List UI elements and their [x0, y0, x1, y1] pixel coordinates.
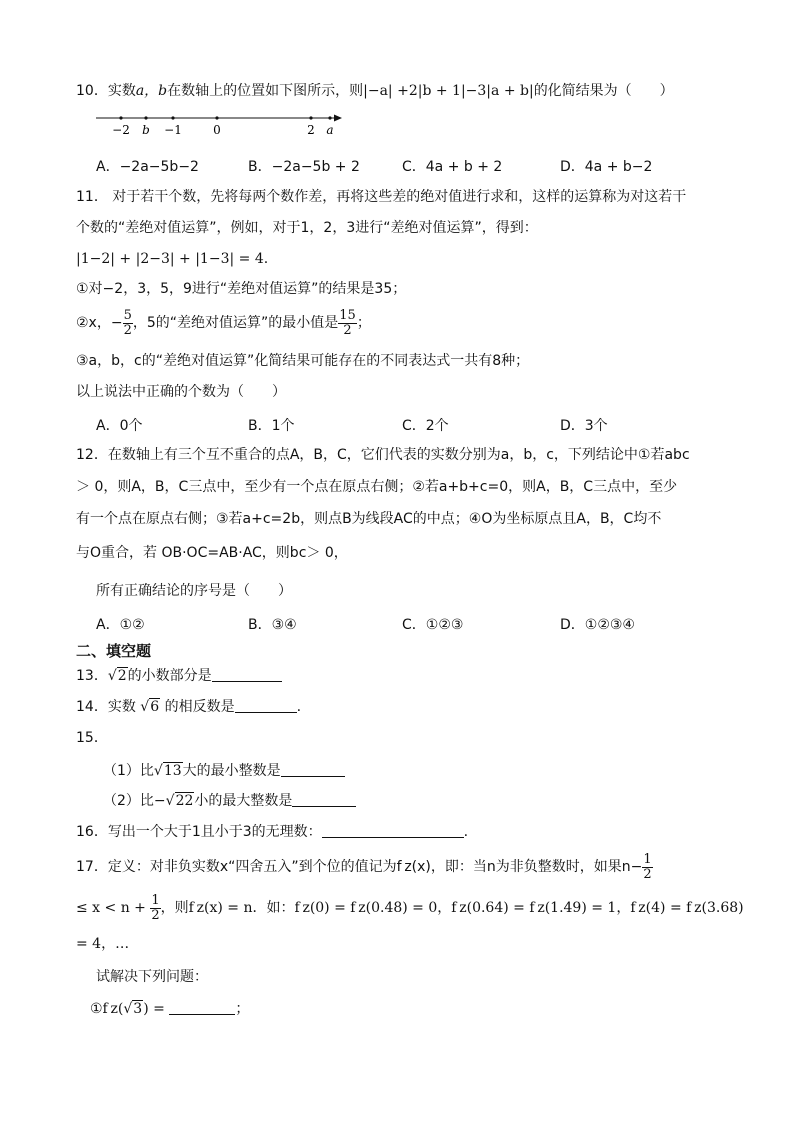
q10-option-d[interactable]: D．4a + b−2: [560, 159, 653, 175]
q16: [76, 823, 468, 841]
q11-option-c[interactable]: C．2个: [402, 418, 449, 434]
sqrt-radicand: 2: [117, 668, 127, 684]
sqrt-radicand: 6: [150, 699, 160, 715]
q17-item1-end: ；: [235, 1001, 250, 1017]
q10-text: 在数轴上的位置如下图所示，则: [167, 83, 364, 99]
q10-option-c[interactable]: C．4a + b + 2: [402, 159, 503, 175]
q17-task: 试解决下列问题：: [96, 969, 208, 985]
fraction-denominator: 2: [643, 866, 652, 882]
fraction-numerator: 15: [339, 308, 356, 323]
q14: [76, 698, 301, 716]
q12-question: 所有正确结论的序号是（ ）: [96, 583, 292, 599]
axis-label: 0: [213, 123, 221, 137]
q10-option-b[interactable]: B．−2a−5b + 2: [248, 159, 360, 175]
sqrt-radicand: 13: [163, 763, 182, 779]
q12-option-c[interactable]: C．①②③: [402, 617, 464, 633]
q11-option-b[interactable]: B．1个: [248, 418, 295, 434]
sqrt: √3: [123, 1001, 143, 1017]
q14-text: 的相反数是: [164, 699, 235, 715]
q10-bracket: 的化简结果为（ ）: [533, 83, 674, 99]
q12-line3: 有一个点在原点右侧；③若a+c=2b，则点B为线段AC的中点；④O为坐标原点且A，B，C均不: [76, 511, 662, 527]
q12-line2: ＞ 0，则A，B，C三点中，至少有一个点在原点右侧；②若a+b+c=0，则A，B，C三点中，至少: [76, 479, 678, 495]
fraction-denominator: 2: [123, 322, 132, 338]
q15-part1-text: 大的最小整数是: [182, 763, 281, 779]
axis-label: a: [326, 123, 334, 137]
statement-2-text: ，5的“差绝对值运算”的最小值是: [132, 315, 339, 332]
q13: [76, 667, 282, 685]
q11-example: |1−2| + |2−3| + |1−3| = 4.: [76, 251, 269, 267]
q16-text: 16．写出一个大于1且小于3的无理数：: [76, 824, 322, 840]
fraction-denominator: 2: [151, 907, 160, 923]
q11-statement-1: ①对−2，3，5，9进行“差绝对值运算”的结果是35；: [76, 281, 407, 297]
q10-label: 10．实数: [76, 83, 136, 99]
axis-label: 2: [307, 123, 315, 137]
q15-label: 15．: [76, 730, 108, 746]
number-line-arrow-icon: [334, 115, 342, 122]
q15-part2-answer-blank[interactable]: [292, 792, 356, 807]
fraction: [642, 853, 652, 881]
q17-item1-answer-blank[interactable]: [169, 1000, 235, 1015]
q13-label: 13．: [76, 668, 108, 684]
fraction-numerator: 1: [643, 852, 652, 867]
q10-stem: [76, 83, 674, 100]
q15-part1: [103, 762, 345, 780]
q12-option-d[interactable]: D．①②③④: [560, 617, 635, 633]
q15-part1-label: （1）比: [103, 763, 154, 779]
sqrt: √13: [153, 763, 182, 779]
q17-inequality: ≤ x < n +: [76, 900, 146, 917]
q17-item1-equals: ) =: [143, 1001, 165, 1017]
q15-part2-text: 小的最大整数是: [194, 793, 293, 809]
q11-line2: 个数的“差绝对值运算”，例如，对于1，2，3进行“差绝对值运算”，得到：: [76, 220, 538, 236]
q17-item1-label: ①f z(: [90, 1001, 124, 1017]
statement-2-end: ；: [356, 315, 371, 332]
fraction: [123, 309, 133, 337]
q11-line1: 11． 对于若干个数，先将每两个数作差，再将这些差的绝对值进行求和，这样的运算称为对这若干: [76, 189, 687, 205]
q17-line3: = 4，…: [76, 936, 130, 952]
q10-vars: a，b: [135, 83, 168, 99]
q13-answer-blank[interactable]: [212, 667, 282, 682]
q17-definition: 17．定义：对非负实数x“四舍五入”到个位的值记为f z(x)，即：当n为非负整数时，如果n−: [76, 859, 643, 876]
q11-statement-2: [76, 309, 371, 337]
q12-option-b[interactable]: B．③④: [248, 617, 297, 633]
fraction-denominator: 2: [343, 322, 352, 338]
sqrt: √2: [107, 668, 127, 684]
sqrt: √6: [140, 699, 160, 715]
q11-option-d[interactable]: D．3个: [560, 418, 608, 434]
q12-line1: 12．在数轴上有三个互不重合的点A，B，C，它们代表的实数分别为a，b，c，下列结论中①若abc: [76, 447, 690, 463]
q10-option-a[interactable]: A．−2a−5b−2: [96, 159, 199, 175]
q17-line2: [76, 894, 744, 922]
q17-line1: [76, 853, 653, 881]
q15-part1-answer-blank[interactable]: [281, 762, 345, 777]
q11-question: 以上说法中正确的个数为（ ）: [76, 384, 286, 400]
sqrt-radicand: 22: [175, 793, 194, 809]
q10-number-line: [90, 108, 350, 138]
statement-2-vars: ②x，−: [76, 315, 123, 332]
q11-statement-3: ③a，b，c的“差绝对值运算”化简结果可能存在的不同表达式一共有8种；: [76, 353, 530, 369]
q17-item1: [90, 1000, 249, 1018]
q15-part2: [103, 792, 356, 810]
axis-label: −1: [164, 123, 182, 137]
q16-end: .: [463, 824, 469, 840]
axis-label: −2: [112, 123, 130, 137]
q14-answer-blank[interactable]: [235, 698, 297, 713]
q16-answer-blank[interactable]: [322, 823, 464, 838]
fraction: [338, 309, 357, 337]
q13-text: 的小数部分是: [127, 668, 212, 684]
q12-option-a[interactable]: A．①②: [96, 617, 145, 633]
q15-part2-label: （2）比−: [103, 793, 166, 809]
q17-examples: ，则f z(x) = n．如：f z(0) = f z(0.48) = 0，f z(0.64) = f z(1.49) = 1，f z(4) = f z(3.68): [160, 900, 744, 917]
q14-end: .: [296, 699, 302, 715]
fraction-numerator: 1: [151, 893, 160, 908]
q11-option-a[interactable]: A．0个: [96, 418, 143, 434]
sqrt-radicand: 3: [133, 1001, 143, 1017]
fraction: [150, 894, 160, 922]
section-fill-in-heading: 二、填空题: [76, 642, 152, 660]
axis-label: b: [142, 123, 150, 137]
q12-line4: 与O重合，若 OB·OC=AB·AC，则bc＞ 0，: [76, 545, 348, 561]
fraction-numerator: 5: [123, 308, 132, 323]
q10-expression: |−a| +2|b + 1|−3|a + b|: [363, 83, 534, 99]
sqrt: √22: [165, 793, 194, 809]
q14-label: 14．实数: [76, 699, 136, 715]
